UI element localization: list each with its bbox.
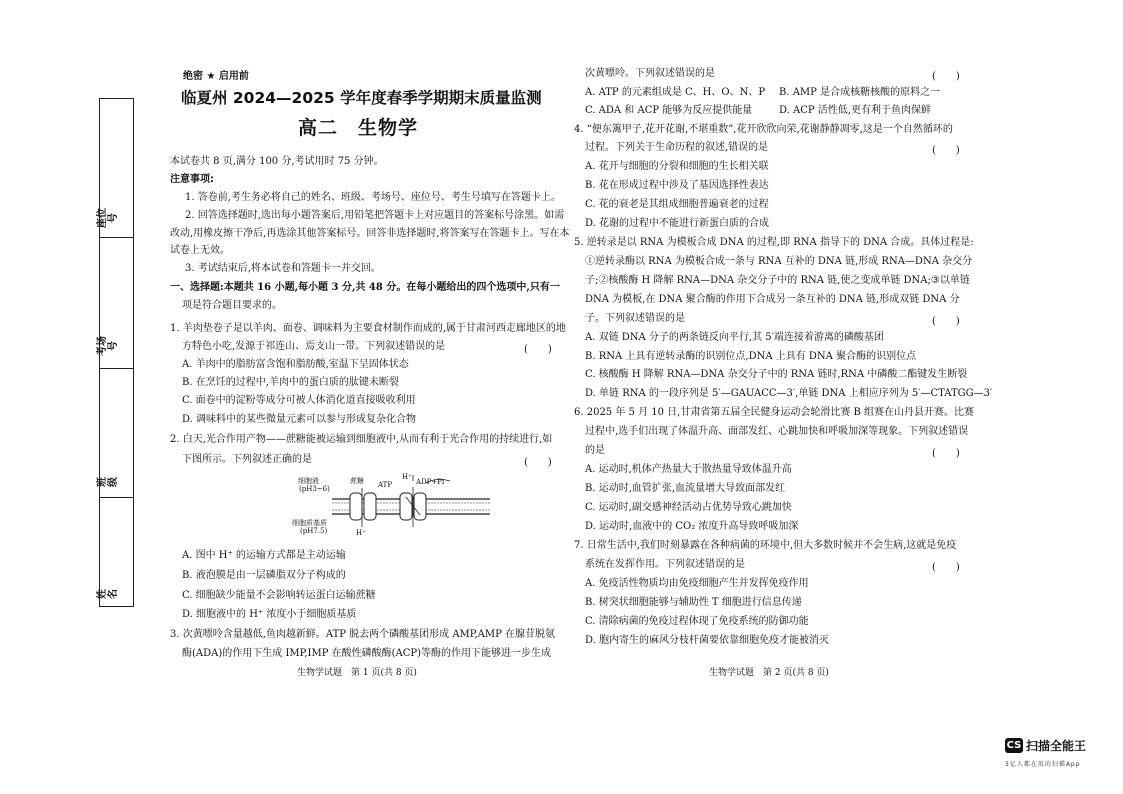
name-label: 姓名 [97,589,119,599]
atp-label: ATP [378,481,393,489]
q5-option-b: B. RNA 上具有逆转录酶的识别位点,DNA 上具有 DNA 聚合酶的识别位点 [585,351,917,362]
question-3-stem: 3. 次黄嘌呤含量越低,鱼肉越新鲜。ATP 脱去两个磷酸基团形成 AMP,AMP 在腺苷脱氨 [170,629,556,640]
question-5-stem: DNA 为模板,在 DNA 聚合酶的作用下合成另一条互补的 DNA 链,形成双链 DNA 分 [585,294,960,305]
vacuole-ph-label: (pH3~6) [299,485,330,493]
q3-option-a: A. ATP 的元素组成是 C、H、O、N、P [585,87,766,98]
question-5-stem: 子。下列叙述错误的是 [585,313,685,324]
membrane-transport-diagram [292,473,490,543]
answer-paren: ( ) [524,344,552,355]
logo-subtitle: 3亿人都在用的扫描App [1005,761,1081,768]
q7-option-c: C. 清除病菌的免疫过程体现了免疫系统的防御功能 [585,616,809,627]
answer-paren: ( ) [932,145,960,156]
notice-line: 2. 回答选择题时,选出每小题答案后,用铅笔把答题卡上对应题目的答案标号涂黑。如需 [185,210,565,221]
class-label: 班级 [97,477,119,487]
notice-line: 改动,用橡皮擦干净后,再选涂其他答案标号。回答非选择题时,将答案写在答题卡上。写在本 [170,228,570,239]
section-heading: 项是符合题目要求的。 [182,300,282,311]
q5-option-d: D. 单链 RNA 的一段序列是 5′—GAUACC—3′,单链 DNA 上相应序列为 5′—CTATGG—3′ [585,388,993,399]
hplus-label-top: H⁺ [402,473,412,481]
answer-paren: ( ) [932,562,960,573]
vacuole-label: 细胞液 [298,477,319,485]
question-5-stem: ①逆转录酶以 RNA 为模板合成一条与 RNA 互补的 DNA 链,形成 RNA—DNA 杂交分 [585,256,973,267]
question-6-stem: 6. 2025 年 5 月 10 日,甘肃省第五届全民健身运动会轮滑比赛 B 组赛在山丹县开赛。比赛 [574,407,975,418]
q4-option-b: B. 花在形成过程中涉及了基因选择性表达 [585,180,769,191]
sucrose-label: 蔗糖 [350,477,364,485]
answer-paren: ( ) [932,316,960,327]
q2-option-a: A. 图中 H⁺ 的运输方式都是主动运输 [182,550,346,561]
q4-option-c: C. 花的衰老是其组成细胞普遍衰老的过程 [585,199,769,210]
divider [100,497,133,498]
notice-line: 试卷上无效。 [170,245,230,256]
question-4-stem: 4. “便东篱甲子,花开花谢,不堪重数”,花开欣欣向荣,花谢静静凋零,这是一个自然循环的 [574,124,953,135]
question-6-stem: 的是 [585,445,605,456]
q2-option-d: D. 细胞液中的 H⁺ 浓度小于细胞质基质 [182,609,357,620]
q4-option-a: A. 花开与细胞的分裂和细胞的生长相关联 [585,161,769,172]
exam-subtitle: 高二 生物学 [298,117,419,139]
matrix-label: 细胞质基质 [292,519,327,527]
q5-option-a: A. 双链 DNA 分子的两条链反向平行,其 5′端连接着游离的磷酸基团 [585,332,884,343]
adp-label: ADP+Pi [416,478,445,486]
q1-option-b: B. 在烹饪的过程中,羊肉中的蛋白质的肽键未断裂 [182,377,399,388]
q3-option-c: C. ADA 和 ACP 能够为反应提供能量 [585,105,753,116]
matrix-ph-label: (pH7.5) [300,527,328,535]
q2-option-c: C. 细胞缺少能量不会影响转运蛋白运输蔗糖 [182,590,376,601]
q6-option-d: D. 运动时,血液中的 CO₂ 浓度升高导致呼吸加深 [585,521,799,532]
section-heading: 一、选择题:本题共 16 小题,每小题 3 分,共 48 分。在每小题给出的四个选项中,只有一 [170,282,560,293]
divider [100,237,133,238]
q1-option-c: C. 面卷中的淀粉等成分可被人体消化道直接吸收利用 [182,395,416,406]
hplus-label-bottom: H⁺ [356,529,366,537]
exam-room-label: 考场号 [97,336,119,356]
question-3-stem: 次黄嘌呤。下列叙述错误的是 [585,68,715,79]
q4-option-d: D. 花谢的过程中不能进行新蛋白质的合成 [585,218,770,229]
question-2-stem: 下图所示。下列叙述正确的是 [182,454,312,465]
question-2-stem: 2. 白天,光合作用产物——蔗糖能被运输到细胞液中,从而有利于光合作用的持续进行,如 [170,434,553,445]
q7-option-a: A. 免疫活性物质均由免疫细胞产生并发挥免疫作用 [585,578,809,589]
q1-option-d: D. 调味料中的某些微量元素可以参与形成复杂化合物 [182,414,417,425]
question-7-stem: 7. 日常生活中,我们时刻暴露在各种病菌的环境中,但大多数时候并不会生病,这就是免疫 [574,540,957,551]
answer-paren: ( ) [932,448,960,459]
question-1-stem: 1. 羊肉垫卷子是以羊肉、面卷、调味料为主要食材制作而成的,属于甘肃河西走廊地区的地 [170,323,566,334]
question-5-stem: 子;②核酸酶 H 降解 RNA—DNA 杂交分子中的 RNA 链,使之变成单链 DNA;③以单链 [585,275,970,286]
intro-text: 本试卷共 8 页,满分 100 分,考试用时 75 分钟。 [170,156,384,167]
secret-label: 绝密 ★ 启用前 [183,71,249,82]
page-footer-left: 生物学试题 第 1 页(共 8 页) [297,668,417,678]
answer-paren: ( ) [524,457,552,468]
q7-option-b: B. 树突状细胞能够与辅助性 T 细胞进行信息传递 [585,597,802,608]
logo-name: 扫描全能王 [1026,739,1087,753]
notice-line: 3. 考试结束后,将本试卷和答题卡一并交回。 [185,263,381,274]
answer-paren: ( ) [932,71,960,82]
q2-option-b: B. 液泡膜是由一层磷脂双分子构成的 [182,570,346,581]
q3-option-b: B. AMP 是合成核糖核酸的原料之一 [779,87,941,98]
question-1-stem: 方特色小吃,发源于祁连山、焉支山一带。下列叙述错误的是 [182,341,446,352]
q1-option-a: A. 羊肉中的脂肪富含饱和脂肪酸,室温下呈固体状态 [182,359,409,370]
q5-option-c: C. 核酸酶 H 降解 RNA—DNA 杂交分子中的 RNA 链时,RNA 中磷酸二酯键发生断裂 [585,369,968,380]
seat-number-label: 座位号 [97,208,119,228]
page-footer-right: 生物学试题 第 2 页(共 8 页) [709,668,829,678]
q7-option-d: D. 胞内寄生的麻风分枝杆菌要依靠细胞免疫才能被消灭 [585,635,830,646]
question-5-stem: 5. 逆转录是以 RNA 为模板合成 DNA 的过程,即 RNA 指导下的 DNA 合成。具体过程是: [574,237,974,248]
notice-line: 1. 答卷前,考生务必将自己的姓名、班级、考场号、座位号、考生号填写在答题卡上。 [185,192,561,203]
binding-margin [99,98,134,607]
scanner-watermark [1005,735,1086,768]
cs-logo-icon: CS [1006,740,1022,751]
question-3-stem: 酶(ADA)的作用下生成 IMP,IMP 在酸性磷酸酶(ACP)等酶的作用下能够进一步生成 [182,648,552,659]
exam-title: 临夏州 2024—2025 学年度春季学期期末质量监测 [181,89,542,107]
notice-title: 注意事项: [170,174,214,185]
q6-option-a: A. 运动时,机体产热量大于散热量导致体温升高 [585,464,792,475]
question-7-stem: 系统在发挥作用。下列叙述错误的是 [585,559,745,570]
question-4-stem: 过程。下列关于生命历程的叙述,错误的是 [585,142,769,153]
question-6-stem: 过程中,选手们出现了体温升高、面部发红、心跳加快和呼吸加深等现象。下列叙述错误 [585,426,969,437]
q6-option-c: C. 运动时,副交感神经活动占优势导致心跳加快 [585,502,792,513]
divider [100,368,133,369]
q6-option-b: B. 运动时,血管扩张,血流量增大导致面部发红 [585,483,786,494]
q3-option-d: D. ACP 活性低,更有利于鱼肉保鲜 [779,105,931,116]
